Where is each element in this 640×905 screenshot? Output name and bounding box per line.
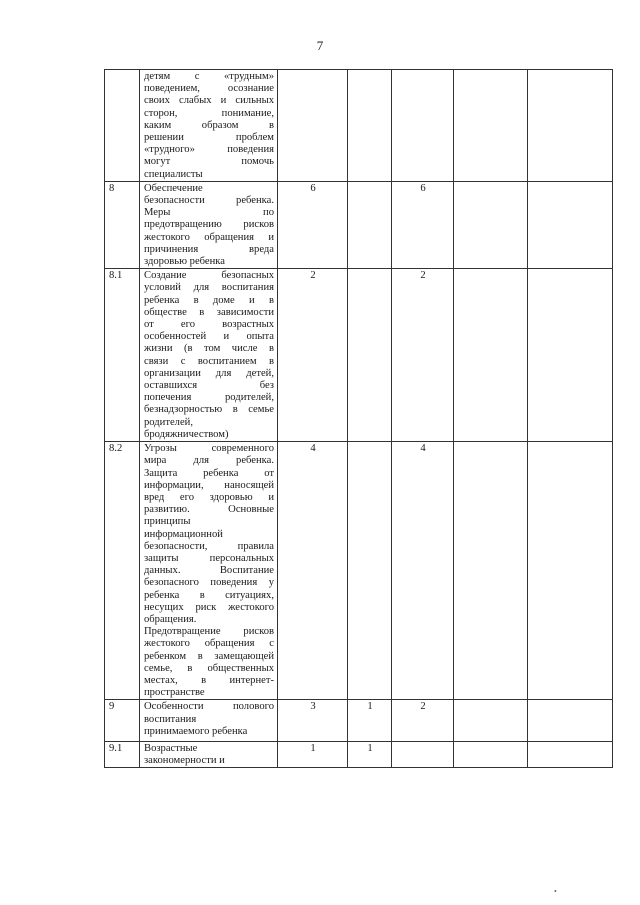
row-number-cell: 8 (105, 181, 140, 268)
topic-cell (140, 70, 278, 182)
topic-line: данных. Воспитание (144, 565, 274, 577)
control-cell (454, 70, 528, 182)
table-row (105, 70, 613, 182)
row-number-cell: 9.1 (105, 741, 140, 767)
topic-line: безопасности ребенка. (144, 195, 274, 207)
topic-line: оставшихся без (144, 380, 274, 392)
topic-cell (140, 442, 278, 700)
total-hours-cell: 3 (278, 700, 348, 742)
topic-line: обществе в зависимости (144, 306, 274, 318)
topic-line: безопасного поведения у (144, 577, 274, 589)
theory-hours-cell: 1 (348, 741, 392, 767)
row-number-cell: 9 (105, 700, 140, 742)
topic-line: закономерности и (144, 755, 225, 767)
table-row (105, 269, 613, 442)
table-row (105, 700, 613, 742)
practice-hours-cell (392, 70, 454, 182)
topic-line: попечения родителей, (144, 392, 274, 404)
topic-line: вред его здоровью и (144, 491, 274, 503)
curriculum-table (104, 69, 613, 768)
table-row (105, 741, 613, 767)
extra-cell (528, 70, 613, 182)
topic-line: местах, в интернет- (144, 674, 274, 686)
topic-line: информации, наносящей (144, 479, 274, 491)
total-hours-cell: 6 (278, 181, 348, 268)
topic-line: жизни (в том числе в (144, 343, 274, 355)
topic-line: Создание безопасных (144, 270, 274, 282)
topic-line: Обеспечение (144, 182, 203, 194)
practice-hours-cell: 6 (392, 181, 454, 268)
total-hours-cell: 4 (278, 442, 348, 700)
topic-line: ребенка в доме и в (144, 294, 274, 306)
practice-hours-cell: 2 (392, 700, 454, 742)
topic-line: Особенности полового (144, 701, 274, 713)
topic-line: принимаемого ребенка (144, 725, 248, 737)
row-number-cell: 8.1 (105, 269, 140, 442)
topic-line: предотвращению рисков (144, 219, 274, 231)
practice-hours-cell: 4 (392, 442, 454, 700)
table-row (105, 181, 613, 268)
extra-cell (528, 700, 613, 742)
theory-hours-cell (348, 442, 392, 700)
topic-line: Защита ребенка от (144, 467, 274, 479)
topic-line: безнадзорностью в семье (144, 404, 274, 416)
total-hours-cell (278, 70, 348, 182)
topic-line: пространстве (144, 687, 205, 699)
topic-line: несущих риск жестокого (144, 601, 274, 613)
topic-line: могут помочь (144, 156, 274, 168)
row-number-cell: 8.2 (105, 442, 140, 700)
topic-cell (140, 181, 278, 268)
topic-line: развитию. Основные (144, 504, 274, 516)
row-number-cell (105, 70, 140, 182)
theory-hours-cell (348, 181, 392, 268)
topic-line: бродяжничеством) (144, 428, 229, 440)
topic-line: защиты персональных (144, 552, 274, 564)
topic-line: сторон, понимание, (144, 107, 274, 119)
topic-cell (140, 741, 278, 767)
table-row (105, 442, 613, 700)
topic-line: Меры по (144, 207, 274, 219)
control-cell (454, 442, 528, 700)
topic-line: Возрастные (144, 742, 198, 754)
topic-line: поведением, осознание (144, 83, 274, 95)
topic-line: информационной (144, 528, 223, 540)
topic-line: специалисты (144, 168, 203, 180)
topic-line: своих слабых и сильных (144, 95, 274, 107)
topic-line: жестокого обращения и (144, 231, 274, 243)
topic-line: мира для ребенка. (144, 455, 274, 467)
topic-line: Предотвращение рисков (144, 626, 274, 638)
practice-hours-cell: 2 (392, 269, 454, 442)
topic-line: принципы (144, 516, 191, 528)
topic-line: безопасности, правила (144, 540, 274, 552)
total-hours-cell: 1 (278, 741, 348, 767)
topic-line: ребенка в ситуациях, (144, 589, 274, 601)
control-cell (454, 700, 528, 742)
page-number: 7 (316, 38, 324, 53)
topic-line: ребенком в замещающей (144, 650, 274, 662)
topic-line: причинения вреда (144, 243, 274, 255)
control-cell (454, 181, 528, 268)
scan-speck: • (554, 887, 557, 896)
topic-line: семье, в общественных (144, 662, 274, 674)
topic-cell (140, 700, 278, 742)
control-cell (454, 741, 528, 767)
topic-line: связи с воспитанием в (144, 355, 274, 367)
theory-hours-cell: 1 (348, 700, 392, 742)
topic-line: жестокого обращения с (144, 638, 274, 650)
topic-line: условий для воспитания (144, 282, 274, 294)
extra-cell (528, 442, 613, 700)
topic-line: каким образом в (144, 119, 274, 131)
control-cell (454, 269, 528, 442)
extra-cell (528, 181, 613, 268)
topic-line: воспитания (144, 713, 197, 725)
practice-hours-cell (392, 741, 454, 767)
topic-cell (140, 269, 278, 442)
topic-line: от его возрастных (144, 319, 274, 331)
extra-cell (528, 741, 613, 767)
topic-line: Угрозы современного (144, 443, 274, 455)
theory-hours-cell (348, 269, 392, 442)
total-hours-cell: 2 (278, 269, 348, 442)
theory-hours-cell (348, 70, 392, 182)
topic-line: особенностей и опыта (144, 331, 274, 343)
topic-line: здоровью ребенка (144, 256, 225, 268)
topic-line: «трудного» поведения (144, 144, 274, 156)
extra-cell (528, 269, 613, 442)
topic-line: детям с «трудным» (144, 71, 274, 82)
topic-line: обращения. (144, 613, 197, 625)
topic-line: решении проблем (144, 132, 274, 144)
topic-line: родителей, (144, 416, 193, 428)
topic-line: организации для детей, (144, 367, 274, 379)
